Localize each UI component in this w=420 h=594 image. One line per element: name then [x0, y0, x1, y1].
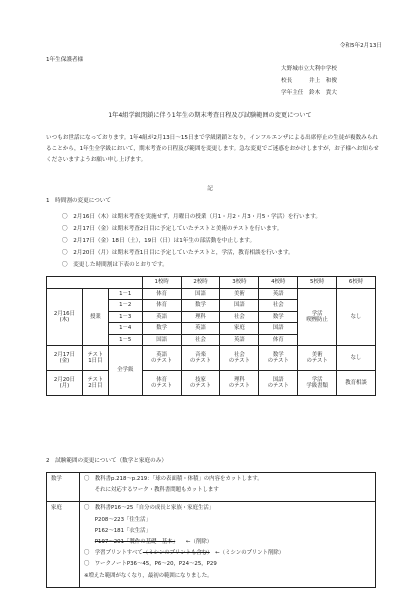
p5-line1: 学活 [311, 376, 323, 383]
home-work-line: 〇 ワークノートP36～45，P6～20，P24～25，P29 [84, 561, 217, 568]
subject-cell: 数学 [259, 311, 298, 323]
school-name: 大野城市立大利中学校 [281, 66, 337, 72]
principal-title: 校長 [281, 78, 293, 84]
period-header: 2校時 [181, 277, 220, 289]
math-content [80, 473, 376, 502]
subject-cell: 数学 [142, 323, 181, 335]
sender-block [281, 63, 337, 99]
day16-p5 [298, 288, 337, 346]
addressee: 1年生保護者様 [46, 57, 84, 63]
day17-cell [47, 346, 83, 371]
home-note-line: ※増えた範囲がなくなり，最初の範囲になりました。 [84, 572, 213, 579]
subject-cell: 社会 [181, 334, 220, 346]
test-subject: 数学 [272, 351, 284, 358]
struck-text: （ミシンのプリントも含む） [142, 550, 210, 557]
day20-p6: 教育相談 [337, 371, 376, 396]
test-subject: 技家 [195, 376, 206, 383]
period-header: 5校時 [298, 277, 337, 289]
test-suffix: のテスト [150, 358, 173, 364]
document-date: 令和5年2月13日 [339, 43, 382, 49]
principal-row [281, 75, 337, 87]
subject-cell: 英語 [220, 334, 259, 346]
print-text: 〇 学習プリントすべて [84, 550, 143, 557]
home-content [80, 502, 376, 587]
home-struck-line [84, 539, 371, 550]
test-subject: 英語 [156, 351, 168, 358]
subject-cell: 体育 [259, 334, 298, 346]
math-line: それに対応するワーク・教科書問題もカットします [84, 487, 219, 494]
home-row [47, 502, 376, 587]
subject-cell: 国語 [220, 300, 259, 312]
day20-dow: (月) [59, 383, 70, 389]
document-title: 1年4組学級閉鎖に伴う1年生の期末考査日程及び試験範囲の変更について [108, 112, 312, 119]
p5-line2: 学級書類 [306, 383, 328, 389]
test-subject: 音楽 [195, 351, 206, 358]
p5-line2: 喫煙防止 [306, 316, 328, 323]
test-suffix: のテスト [267, 358, 289, 364]
period-header: 3校時 [220, 277, 259, 289]
greeting-paragraph: いつもお世話になっております。1年4組が2月13日～15日まで学級閉鎖となり，インフルエンザによる出席停止の生徒が複数みられることから，1年生全学級において，期末考査の日程及び範囲を変更します。急な変更でご迷惑をおかけしますが，お子様へお知らせくださいますようお願い申し上げます。 [46, 135, 379, 163]
subject-cell: 英語 [142, 311, 181, 323]
all-classes: 全学級 [108, 346, 142, 396]
bullet-5: 〇 変更した時間割は下表のとおりです。 [62, 262, 168, 268]
test-subject: 国語 [272, 376, 284, 383]
bullet-3: 〇 2月17日（金）18日（土），19日（日）は1年生の部活動を中止します。 [62, 238, 256, 244]
home-print-line [84, 550, 371, 561]
range-table [46, 472, 376, 588]
timetable-header-row [47, 277, 376, 289]
ki-marker: 記 [207, 186, 213, 192]
class-row [47, 288, 376, 300]
test-subject: 美術 [311, 351, 323, 358]
struck-text: P197～201「製作の基礎 基本」 [94, 538, 176, 545]
math-line: 〇 教科書p.218～p.219：「球の表面積・体積」の内容をカットします。 [84, 476, 263, 482]
day20-test-label: テスト [87, 376, 104, 383]
day20-date: 2月20日 [53, 376, 75, 383]
subject-cell: 体育 [142, 300, 181, 312]
day16-p6: なし [337, 288, 376, 346]
day16-date: 2月16日 [53, 310, 75, 317]
deleted-note: ←（ミシンのプリント削除） [215, 550, 285, 557]
day20-cell [47, 371, 83, 396]
subject-cell: 理科 [181, 311, 220, 323]
subject-cell: 社会 [220, 311, 259, 323]
bullet-2: 〇 2月17日（金）は期末考査2日目に予定していたテストと美術のテストを行います。 [62, 226, 283, 232]
bullet-1: 〇 2月16日（木）は期末考査を実施せず，月曜日の授業（月1・月2・月3・月5・学活）を行います。 [62, 214, 321, 220]
test-cell [298, 346, 337, 371]
subject-cell: 英語 [181, 323, 220, 335]
principal-name: 井上 和俊 [309, 78, 337, 84]
test-suffix: のテスト [150, 383, 173, 389]
test-suffix: のテスト [189, 383, 212, 389]
test-cell [220, 346, 259, 371]
timetable [46, 276, 376, 396]
period-header: 1校時 [142, 277, 181, 289]
math-row [47, 473, 376, 502]
test-cell [181, 371, 220, 396]
home-line: P208～223「住生活」 [84, 516, 151, 523]
subject-cell: 英語 [259, 288, 298, 300]
test-suffix: のテスト [228, 383, 251, 389]
day16-dow: (木) [59, 316, 70, 323]
subject-cell: 体育 [142, 288, 181, 300]
bullet-4: 〇 2月20日（月）は期末考査1日目に予定していたテストと，学活，教育相談を行います。 [62, 250, 294, 256]
math-label: 数学 [47, 473, 80, 502]
test-suffix: のテスト [306, 358, 328, 364]
test-subject: 社会 [233, 351, 245, 358]
home-label: 家庭 [47, 502, 80, 587]
head-title: 学年主任 [281, 90, 304, 96]
test-cell [220, 371, 259, 396]
day20-row [47, 371, 376, 396]
head-name: 鈴木 貴大 [309, 90, 337, 96]
test-cell [259, 346, 298, 371]
test-suffix: のテスト [267, 383, 289, 389]
day20-test [82, 371, 108, 396]
test-cell [142, 371, 181, 396]
day20-p5 [298, 371, 337, 396]
home-line: P162～181「衣生活」 [84, 527, 151, 534]
class-name: 1－5 [108, 334, 142, 346]
section1-heading: 1 時間割の変更について [46, 198, 111, 204]
deleted-note: ←（削除） [186, 538, 213, 545]
p5-line1: 学活 [311, 310, 323, 317]
home-line: 〇 教科書P16～25「自分の成長と家族・家庭生活」 [84, 505, 215, 512]
subject-cell: 社会 [259, 300, 298, 312]
day17-test [82, 346, 108, 371]
day17-test-label: テスト [87, 351, 104, 358]
day17-row [47, 346, 376, 371]
period-header: 4校時 [259, 277, 298, 289]
period-header: 6校時 [337, 277, 376, 289]
day17-p6: なし [337, 346, 376, 371]
test-subject: 体育 [156, 376, 168, 383]
class-name: 1－4 [108, 323, 142, 335]
subject-cell: 美術 [220, 288, 259, 300]
subject-cell: 家庭 [220, 323, 259, 335]
test-cell [181, 346, 220, 371]
subject-cell: 国語 [181, 288, 220, 300]
test-cell [259, 371, 298, 396]
day16-cell [47, 288, 83, 346]
day16-type: 授業 [82, 288, 108, 346]
day17-date: 2月17日 [53, 351, 75, 358]
day17-test-day: 1日目 [88, 358, 103, 364]
section2-heading: 2 試験範囲の変更について（数学と家庭のみ） [46, 458, 167, 464]
class-name: 1－3 [108, 311, 142, 323]
class-name: 1－2 [108, 300, 142, 312]
test-suffix: のテスト [189, 358, 212, 364]
subject-cell: 国語 [142, 334, 181, 346]
test-suffix: のテスト [228, 358, 251, 364]
class-name: 1－1 [108, 288, 142, 300]
subject-cell: 数学 [181, 300, 220, 312]
head-row [281, 87, 337, 99]
day17-dow: (金) [59, 358, 70, 364]
test-cell [142, 346, 181, 371]
test-subject: 理科 [233, 376, 245, 383]
subject-cell: 国語 [259, 323, 298, 335]
day20-test-day: 2日目 [88, 383, 103, 389]
corner-cell [47, 277, 143, 289]
